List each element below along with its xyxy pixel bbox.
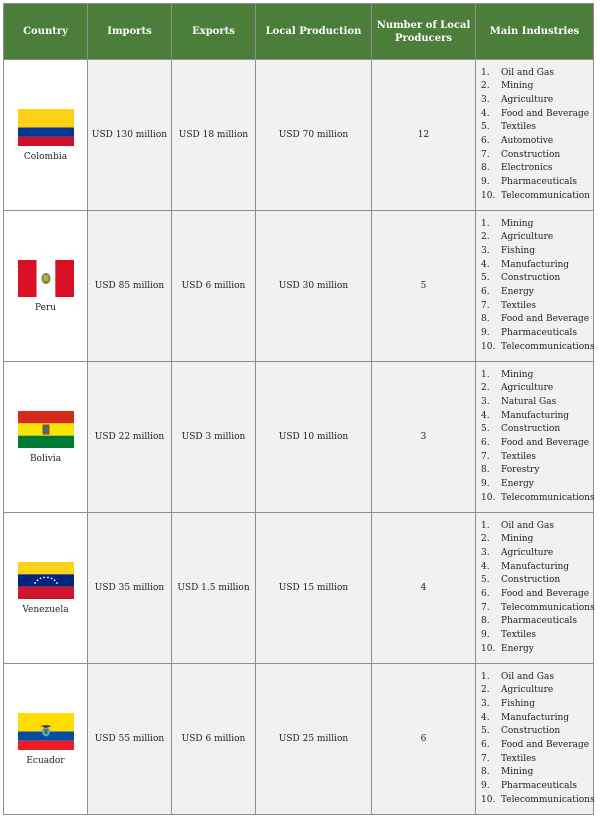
industries-list: [476, 520, 593, 657]
industries-cell: [476, 513, 594, 664]
imports-cell: USD 130 million: [88, 60, 172, 211]
list-item: 2. Agriculture: [481, 383, 554, 394]
local-production-cell: USD 70 million: [256, 60, 372, 211]
list-item: 10. Telecommunication: [481, 190, 590, 201]
exports-cell: USD 3 million: [172, 362, 256, 513]
imports-cell: USD 55 million: [88, 664, 172, 815]
header-exports: Exports: [172, 4, 256, 60]
list-item: 5. Construction: [481, 424, 561, 435]
list-item: 3. Fishing: [481, 245, 535, 256]
exports-cell: USD 6 million: [172, 211, 256, 362]
list-item: 4. Manufacturing: [481, 561, 570, 572]
producers-cell: 4: [372, 513, 476, 664]
list-item: 10. Telecommunications: [481, 492, 595, 503]
list-item: 8. Electronics: [481, 163, 553, 174]
country-name: Bolivia: [29, 453, 62, 464]
exports-cell: USD 18 million: [172, 60, 256, 211]
list-item: 3. Natural Gas: [481, 396, 557, 407]
list-item: 5. Construction: [481, 575, 561, 586]
table-row: [4, 362, 594, 513]
producers-cell: 12: [372, 60, 476, 211]
local-production-cell: USD 25 million: [256, 664, 372, 815]
venezuela-flag-icon: [18, 562, 74, 599]
table-row: [4, 211, 594, 362]
list-item: 2. Mining: [481, 81, 534, 92]
industries-cell: [476, 362, 594, 513]
imports-cell: USD 22 million: [88, 362, 172, 513]
industries-cell: [476, 211, 594, 362]
exports-cell: USD 1.5 million: [172, 513, 256, 664]
list-item: 5. Construction: [481, 726, 561, 737]
header-country: Country: [4, 4, 88, 60]
list-item: 5. Textiles: [481, 122, 537, 133]
list-item: 6. Energy: [481, 287, 534, 297]
list-item: 6. Food and Beverage: [481, 438, 590, 448]
industries-list: [476, 369, 593, 506]
table-row: [4, 664, 594, 815]
list-item: 7. Construction: [481, 149, 561, 160]
list-item: 7. Telecommunications: [481, 602, 595, 613]
list-item: 2. Mining: [481, 534, 534, 545]
list-item: 9. Textiles: [481, 630, 537, 641]
list-item: 4. Food and Beverage: [481, 108, 590, 119]
colombia-flag-icon: [18, 109, 74, 146]
list-item: 7. Textiles: [481, 753, 537, 764]
industries-list: [476, 67, 593, 204]
industries-list: [476, 218, 593, 355]
producers-cell: 6: [372, 664, 476, 815]
table-row: [4, 60, 594, 211]
list-item: 6. Food and Beverage: [481, 589, 590, 599]
list-item: 4. Manufacturing: [481, 259, 570, 270]
list-item: 8. Mining: [481, 767, 534, 778]
list-item: 1. Mining: [481, 218, 534, 229]
country-cell: [4, 362, 88, 513]
country-cell: [4, 211, 88, 362]
industries-cell: [476, 664, 594, 815]
industries-list: [476, 671, 593, 808]
list-item: 3. Agriculture: [481, 94, 554, 105]
local-production-cell: USD 30 million: [256, 211, 372, 362]
header-imports: Imports: [88, 4, 172, 60]
producers-cell: 3: [372, 362, 476, 513]
list-item: 9. Pharmaceuticals: [481, 781, 577, 792]
industries-cell: [476, 60, 594, 211]
list-item: 6. Automotive: [481, 136, 554, 146]
list-item: 10. Telecommunications: [481, 794, 595, 805]
country-cell: [4, 664, 88, 815]
list-item: 9. Energy: [481, 479, 534, 490]
list-item: 3. Fishing: [481, 698, 535, 709]
list-item: 3. Agriculture: [481, 547, 554, 558]
country-cell: [4, 60, 88, 211]
list-item: 10. Energy: [481, 643, 534, 654]
header-row: [4, 4, 594, 60]
trade-table: [3, 3, 594, 815]
list-item: 4. Manufacturing: [481, 410, 570, 421]
header-main-industries: Main Industries: [476, 4, 594, 60]
header-local-production: Local Production: [256, 4, 372, 60]
list-item: 5. Construction: [481, 273, 561, 284]
producers-cell: 5: [372, 211, 476, 362]
list-item: 2. Agriculture: [481, 232, 554, 243]
list-item: 6. Food and Beverage: [481, 740, 590, 750]
imports-cell: USD 35 million: [88, 513, 172, 664]
country-cell: [4, 513, 88, 664]
local-production-cell: USD 15 million: [256, 513, 372, 664]
local-production-cell: USD 10 million: [256, 362, 372, 513]
list-item: 1. Mining: [481, 369, 534, 380]
list-item: 9. Pharmaceuticals: [481, 177, 577, 188]
country-name: Venezuela: [22, 604, 69, 615]
list-item: 8. Forestry: [481, 465, 540, 476]
country-name: Ecuador: [26, 755, 65, 766]
list-item: 1. Oil and Gas: [481, 520, 554, 531]
list-item: 8. Pharmaceuticals: [481, 616, 577, 627]
peru-flag-icon: [18, 260, 74, 297]
list-item: 8. Food and Beverage: [481, 314, 590, 325]
country-name: Colombia: [23, 151, 68, 162]
list-item: 7. Textiles: [481, 300, 537, 311]
list-item: 9. Pharmaceuticals: [481, 328, 577, 339]
exports-cell: USD 6 million: [172, 664, 256, 815]
list-item: 2. Agriculture: [481, 685, 554, 696]
list-item: 1. Oil and Gas: [481, 671, 554, 682]
list-item: 7. Textiles: [481, 451, 537, 462]
header-number-of-producers: Number of Local Producers: [372, 4, 476, 60]
bolivia-flag-icon: [18, 411, 74, 448]
list-item: 4. Manufacturing: [481, 712, 570, 723]
ecuador-flag-icon: [18, 713, 74, 750]
imports-cell: USD 85 million: [88, 211, 172, 362]
list-item: 1. Oil and Gas: [481, 67, 554, 78]
list-item: 10. Telecommunications: [481, 341, 595, 352]
table-row: [4, 513, 594, 664]
country-name: Peru: [34, 302, 57, 313]
